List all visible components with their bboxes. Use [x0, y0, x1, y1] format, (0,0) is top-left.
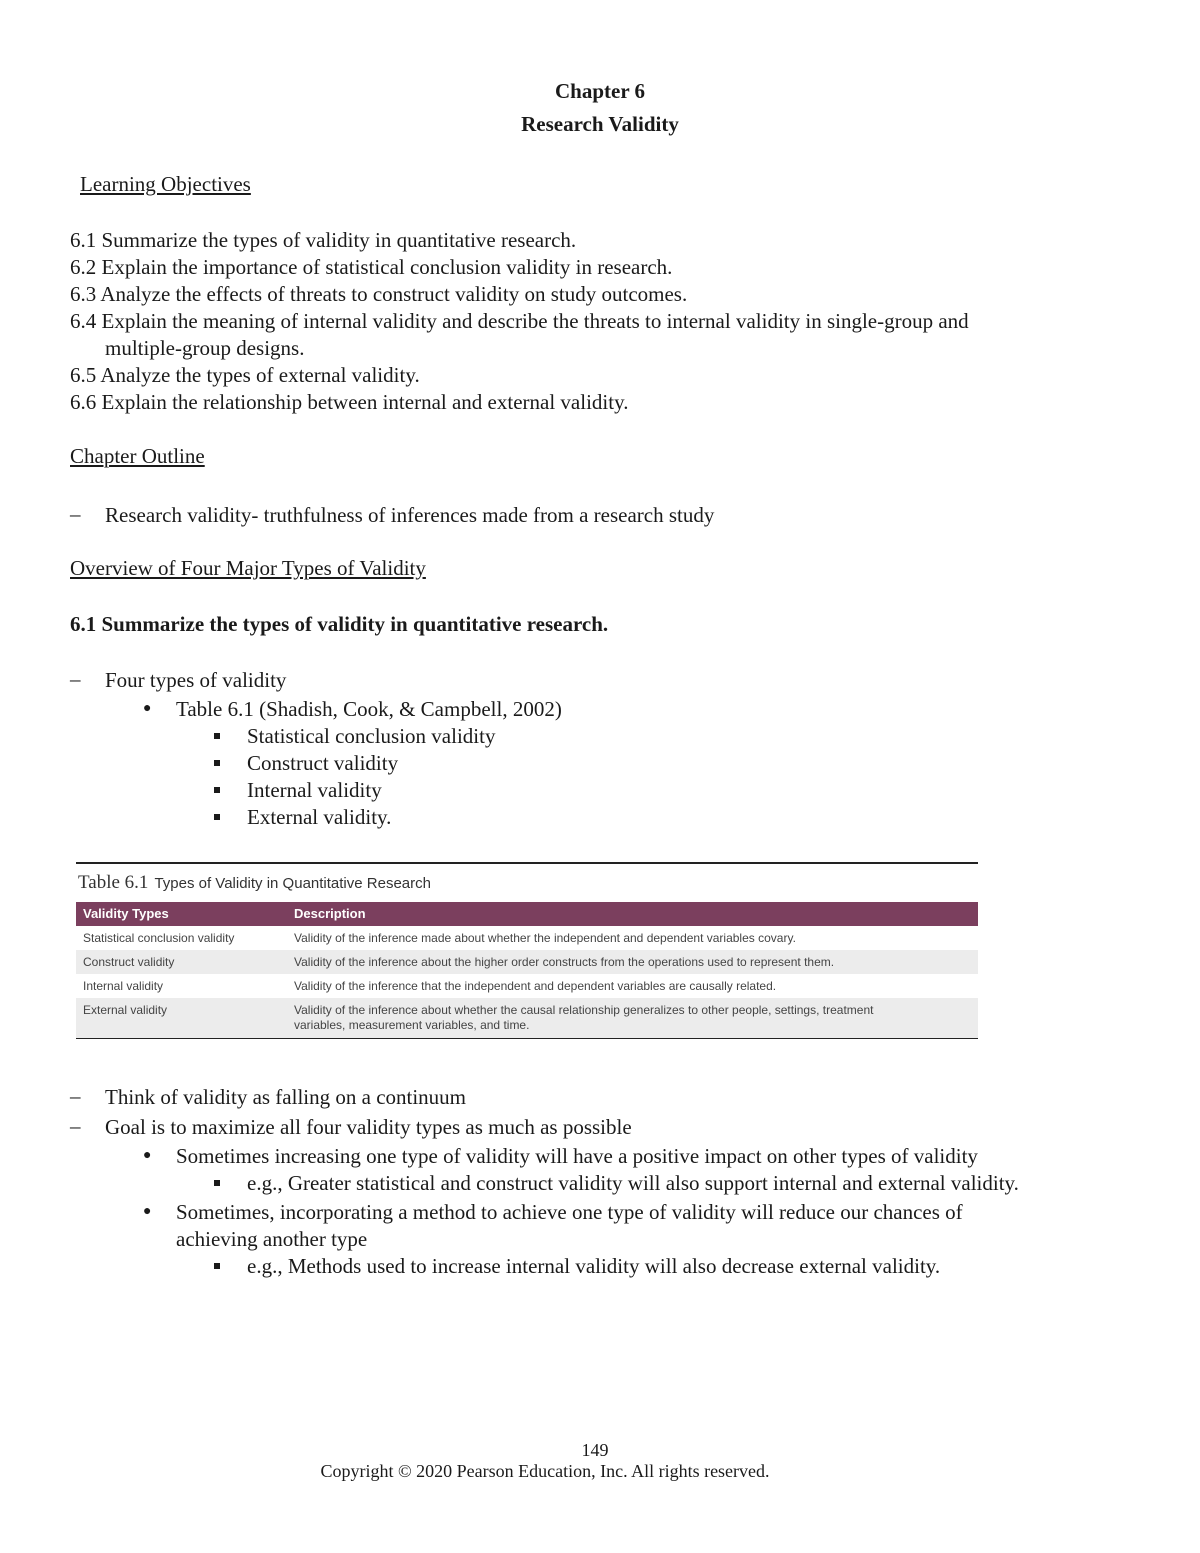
table-row	[76, 950, 978, 974]
chapter-title: Research Validity	[521, 112, 679, 136]
learning-objective-1: 6.1 Summarize the types of validity in quantitative research.	[70, 228, 577, 252]
square-bullet-icon	[214, 787, 220, 793]
positive-impact-example: e.g., Greater statistical and construct validity will also support internal and external validity.	[247, 1171, 1019, 1195]
table-reference-item: Table 6.1 (Shadish, Cook, & Campbell, 2002)	[176, 697, 562, 721]
table-cell-description: Validity of the inference about the higher order constructs from the operations used to represent them.	[294, 954, 835, 969]
outline-item: Research validity- truthfulness of inferences made from a research study	[105, 503, 715, 527]
dash-bullet: –	[70, 1114, 81, 1138]
overview-heading: Overview of Four Major Types of Validity	[70, 556, 426, 580]
square-bullet-icon	[214, 733, 220, 739]
maximize-item: Goal is to maximize all four validity types as much as possible	[105, 1115, 632, 1139]
page-number: 149	[581, 1440, 609, 1460]
table-cell-description: Validity of the inference made about whether the independent and dependent variables covary.	[294, 930, 796, 945]
positive-impact-item: Sometimes increasing one type of validity will have a positive impact on other types of validity	[176, 1144, 978, 1168]
learning-objective-3: 6.3 Analyze the effects of threats to construct validity on study outcomes.	[70, 282, 688, 306]
bullet-dot-icon: ●	[143, 1204, 152, 1219]
table-header-validity-types: Validity Types	[83, 906, 169, 921]
learning-objective-6: 6.6 Explain the relationship between internal and external validity.	[70, 390, 629, 414]
bullet-dot-icon: ●	[143, 1148, 152, 1163]
square-bullet-icon	[214, 814, 220, 820]
validity-type-4: External validity.	[247, 805, 392, 829]
table-row	[76, 926, 978, 950]
validity-types-table	[76, 862, 978, 1039]
learning-objective-2: 6.2 Explain the importance of statistical conclusion validity in research.	[70, 255, 673, 279]
table-caption-text: Types of Validity in Quantitative Research	[154, 874, 431, 892]
table-row	[76, 998, 978, 1038]
table-row	[76, 974, 978, 998]
validity-type-1: Statistical conclusion validity	[247, 724, 496, 748]
validity-type-3: Internal validity	[247, 778, 382, 802]
table-number: Table 6.1	[78, 871, 149, 893]
table-cell-type: Internal validity	[83, 978, 164, 993]
dash-bullet: –	[70, 502, 81, 526]
dash-bullet: –	[70, 1084, 81, 1108]
learning-objectives-heading: Learning Objectives	[80, 172, 251, 196]
chapter-number: Chapter 6	[554, 79, 646, 103]
table-top-rule	[76, 862, 978, 864]
table-header-row	[76, 902, 978, 926]
table-bottom-rule	[76, 1038, 978, 1040]
four-types-item: Four types of validity	[105, 668, 287, 692]
learning-objective-5: 6.5 Analyze the types of external validity.	[70, 363, 420, 387]
copyright-notice: Copyright © 2020 Pearson Education, Inc. All rights reserved.	[320, 1461, 770, 1481]
dash-bullet: –	[70, 667, 81, 691]
learning-objective-4: 6.4 Explain the meaning of internal validity and describe the threats to internal validity in single-group and	[70, 309, 969, 333]
table-cell-type: Statistical conclusion validity	[83, 930, 235, 945]
table-cell-type: Construct validity	[83, 954, 175, 969]
learning-objective-4-cont: multiple-group designs.	[105, 336, 305, 360]
tradeoff-example: e.g., Methods used to increase internal validity will also decrease external validity.	[247, 1254, 941, 1278]
bullet-dot-icon: ●	[143, 701, 152, 716]
table-cell-type: External validity	[83, 1002, 168, 1017]
square-bullet-icon	[214, 760, 220, 766]
square-bullet-icon	[214, 1180, 220, 1186]
continuum-item: Think of validity as falling on a continuum	[105, 1085, 467, 1109]
table-caption	[78, 872, 978, 902]
table-cell-description: Validity of the inference that the independent and dependent variables are causally related.	[294, 978, 777, 993]
objective-6-1-heading: 6.1 Summarize the types of validity in quantitative research.	[70, 612, 609, 636]
table-cell-description: Validity of the inference about whether the causal relationship generalizes to other people, settings, treatment variables, measurement variables, and time.	[294, 1002, 874, 1032]
chapter-outline-heading: Chapter Outline	[70, 444, 205, 468]
tradeoff-item-line1: Sometimes, incorporating a method to achieve one type of validity will reduce our chances of	[176, 1200, 963, 1224]
validity-type-2: Construct validity	[247, 751, 399, 775]
tradeoff-item-line2: achieving another type	[176, 1227, 368, 1251]
table-header-description: Description	[294, 906, 366, 921]
square-bullet-icon	[214, 1263, 220, 1269]
